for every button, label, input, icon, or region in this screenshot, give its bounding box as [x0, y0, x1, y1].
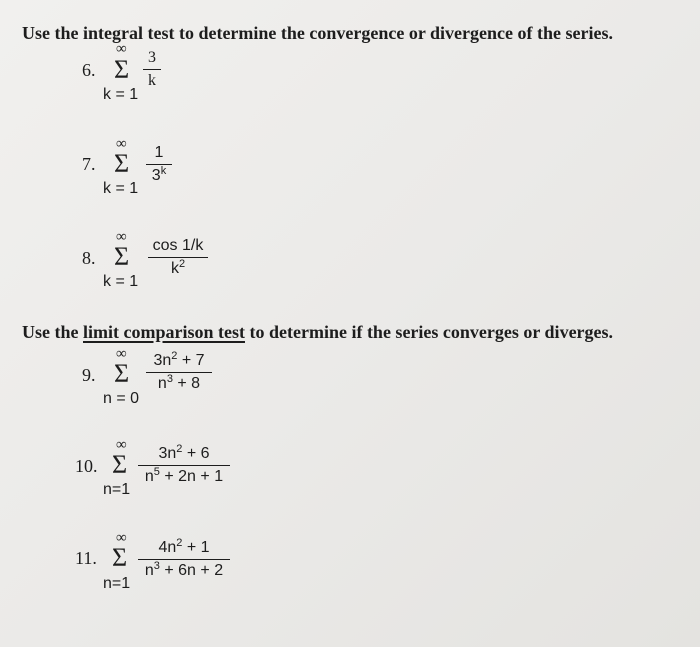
summation-icon: Σ — [114, 149, 130, 178]
fraction-bar — [138, 465, 230, 466]
summation-icon: Σ — [114, 242, 130, 271]
infinity-symbol: ∞ — [116, 136, 127, 152]
problem-number: 8. — [82, 248, 96, 268]
lower-limit: n=1 — [103, 481, 131, 498]
lower-limit: k = 1 — [103, 273, 139, 290]
fraction-bar — [138, 559, 230, 560]
denominator: 3$^k$ — [151, 165, 167, 184]
problem-number: 6. — [82, 60, 96, 80]
numerator: 3 — [148, 49, 156, 66]
infinity-symbol: ∞ — [116, 437, 127, 453]
summation-icon: Σ — [114, 55, 130, 84]
infinity-symbol: ∞ — [116, 530, 127, 546]
lower-limit: n = 0 — [103, 390, 140, 407]
numerator: cos 1/k — [152, 237, 204, 254]
summation-icon: Σ — [112, 450, 128, 479]
summand-fraction — [138, 539, 230, 580]
summation-icon: Σ — [112, 543, 128, 572]
numerator: $4n^2 + 1$ — [158, 537, 210, 556]
problem-number: 11. — [75, 548, 97, 568]
summand-fraction — [146, 144, 172, 185]
infinity-symbol: ∞ — [116, 346, 127, 362]
summand-fraction — [146, 352, 212, 393]
limit-comparison-heading — [22, 322, 613, 343]
infinity-symbol: ∞ — [116, 229, 127, 245]
lower-limit: k = 1 — [103, 180, 139, 197]
numerator: $3n^2 + 7$ — [153, 350, 205, 369]
denominator: k — [148, 72, 156, 89]
denominator: $n^3 + 8$ — [157, 373, 201, 392]
heading-text: Use the — [22, 322, 83, 342]
fraction-bar — [143, 69, 161, 70]
fraction-bar — [146, 164, 172, 165]
infinity-symbol: ∞ — [116, 41, 127, 57]
numerator: 1 — [154, 144, 164, 161]
numerator: $3n^2 + 6$ — [158, 443, 210, 462]
problem-number: 10. — [75, 456, 98, 476]
summand-fraction — [148, 237, 208, 278]
summand-fraction — [138, 445, 230, 486]
integral-test-heading: Use the integral test to determine the convergence or divergence of the series. — [22, 23, 613, 43]
summand-fraction — [143, 49, 161, 90]
problem-number: 7. — [82, 154, 96, 174]
denominator: $n^5 + 2n + 1$ — [144, 466, 224, 485]
lower-limit: k = 1 — [103, 86, 139, 103]
lower-limit: n=1 — [103, 575, 131, 592]
emphasized-text: limit comparison test — [83, 322, 245, 342]
denominator: $n^3 + 6n + 2$ — [144, 560, 224, 579]
summation-icon: Σ — [114, 359, 130, 388]
fraction-bar — [146, 372, 212, 373]
denominator: $k^2$ — [170, 258, 186, 277]
heading-text: to determine if the series converges or diverges. — [244, 322, 614, 342]
problem-number: 9. — [82, 365, 96, 385]
